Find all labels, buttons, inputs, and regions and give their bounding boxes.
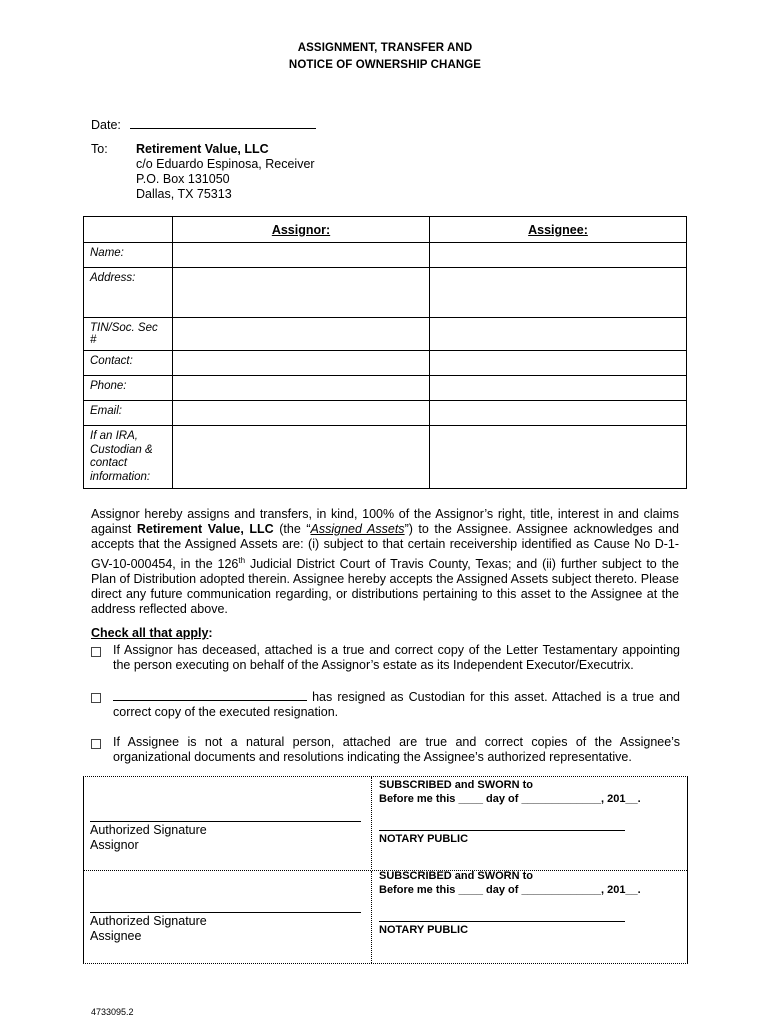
signature-row-assignee [84, 870, 687, 963]
paragraph-text-3: ”) to the Assignee. Assignee acknowledges and accepts that the Assigned Assets are: (i) subject to that certain receivership identified as Cause No D-1-GV-10-000454, in the 126 [91, 522, 679, 571]
paragraph-text-2: (the “ [279, 522, 311, 537]
recipient-name: Retirement Value, LLC [136, 142, 269, 156]
table-row [84, 401, 687, 426]
checklist-item-deceased: If Assignor has deceased, attached is a true and correct copy of the Letter Testamentary appointing the person executing on behalf of the Assignor’s estate as its Independent Executor/Executrix. [113, 643, 680, 673]
assignee-signature-cell[interactable] [84, 871, 372, 963]
signature-row-assignor [84, 777, 687, 869]
checklist-item-non-natural: If Assignee is not a natural person, attached are true and correct copies of the Assignee’s organizational documents and resolutions indicating the Assignee’s authorized representative. [113, 735, 680, 765]
recipient-line-3: Dallas, TX 75313 [136, 187, 232, 201]
assignee-contact-cell[interactable] [430, 351, 687, 376]
document-title-line-2: NOTICE OF OWNERSHIP CHANGE [288, 59, 482, 71]
assignor-ira-cell[interactable] [173, 426, 430, 489]
date-field[interactable] [130, 116, 316, 129]
table-row [84, 268, 687, 318]
assignor-contact-cell[interactable] [173, 351, 430, 376]
assignee-notary-cell [372, 871, 687, 963]
sworn-line-2: Before me this ____ day of _____________, 201__. [379, 793, 641, 805]
assignee-signature-label-1: Authorized Signature [90, 914, 207, 928]
assignee-phone-cell[interactable] [430, 376, 687, 401]
notary-public-label: NOTARY PUBLIC [379, 833, 469, 845]
defined-term: Assigned Assets [310, 522, 405, 537]
assignor-phone-cell[interactable] [173, 376, 430, 401]
assignee-signature-line[interactable] [90, 912, 361, 913]
assignee-name-cell[interactable] [430, 243, 687, 268]
row-label-email: Email: [84, 401, 173, 426]
sworn-line-1: SUBSCRIBED and SWORN to [379, 779, 533, 791]
table-corner [84, 217, 173, 243]
document-number: 4733095.2 [91, 1007, 134, 1017]
checkbox-custodian[interactable] [91, 689, 101, 706]
assignor-notary-cell [372, 777, 687, 869]
assignee-tin-cell[interactable] [430, 318, 687, 351]
custodian-name-field[interactable] [113, 689, 307, 701]
table-row [84, 351, 687, 376]
table-row [84, 243, 687, 268]
sworn-line-2: Before me this ____ day of _____________, 201__. [379, 884, 641, 896]
document-title-line-1: ASSIGNMENT, TRANSFER AND [297, 42, 473, 54]
recipient-line-1: c/o Eduardo Espinosa, Receiver [136, 157, 315, 171]
checkbox-deceased[interactable] [91, 643, 101, 660]
table-row [84, 318, 687, 351]
assignor-signature-cell[interactable] [84, 777, 372, 869]
assignor-name-cell[interactable] [173, 243, 430, 268]
checklist-item-custodian [113, 689, 680, 720]
checklist-item-custodian-text: has resigned as Custodian for this asset. Attached is a true and correct copy of the executed resignation. [113, 690, 680, 720]
assignor-column-header: Assignor: [173, 217, 430, 243]
checklist-heading-text: Check all that apply [91, 626, 209, 640]
notary-signature-line[interactable] [379, 921, 625, 922]
signature-table [83, 776, 688, 964]
notary-signature-line[interactable] [379, 830, 625, 831]
assignor-signature-label-2: Assignor [90, 838, 139, 852]
assignee-ira-cell[interactable] [430, 426, 687, 489]
paragraph-text-4: Judicial District Court of Travis County, Texas; and (ii) further subject to the Plan of Distribution adopted therein. Assignee hereby accepts the Assigned Assets subject thereto. Please direct any future communication regarding, or distributions pertaining to this asset to the Assignee at the address reflected above. [91, 556, 680, 617]
assignee-signature-label-2: Assignee [90, 929, 142, 943]
assignee-address-cell[interactable] [430, 268, 687, 318]
checkbox-non-natural[interactable] [91, 735, 101, 752]
paragraph-text-1: Assignor hereby assigns and transfers, in kind, 100% of the Assignor’s right, title, interest in and claims against [91, 507, 679, 537]
row-label-phone: Phone: [84, 376, 173, 401]
assignor-address-cell[interactable] [173, 268, 430, 318]
checkbox-icon[interactable] [91, 647, 101, 657]
checklist-heading [91, 626, 213, 640]
row-label-name: Name: [84, 243, 173, 268]
notary-public-label: NOTARY PUBLIC [379, 924, 469, 936]
recipient-line-2: P.O. Box 131050 [136, 172, 230, 186]
assignee-email-cell[interactable] [430, 401, 687, 426]
assignment-paragraph [91, 507, 679, 618]
paragraph-entity: Retirement Value, LLC [136, 522, 274, 537]
sworn-line-1: SUBSCRIBED and SWORN to [379, 870, 533, 882]
to-label: To: [91, 142, 108, 156]
row-label-address: Address: [84, 268, 173, 318]
table-row [84, 376, 687, 401]
date-row [91, 116, 316, 132]
checkbox-icon[interactable] [91, 739, 101, 749]
party-info-table [83, 216, 687, 489]
ordinal-superscript: th [238, 555, 246, 565]
date-label: Date: [91, 118, 121, 132]
row-label-tin: TIN/Soc. Sec # [84, 318, 173, 351]
checkbox-icon[interactable] [91, 693, 101, 703]
table-row [84, 426, 687, 489]
checklist-heading-colon: : [208, 626, 213, 640]
assignor-signature-line[interactable] [90, 821, 361, 822]
assignor-tin-cell[interactable] [173, 318, 430, 351]
assignee-column-header: Assignee: [430, 217, 687, 243]
row-label-contact: Contact: [84, 351, 173, 376]
assignor-email-cell[interactable] [173, 401, 430, 426]
row-label-ira: If an IRA, Custodian & contact information: [84, 426, 173, 489]
assignor-signature-label-1: Authorized Signature [90, 823, 207, 837]
